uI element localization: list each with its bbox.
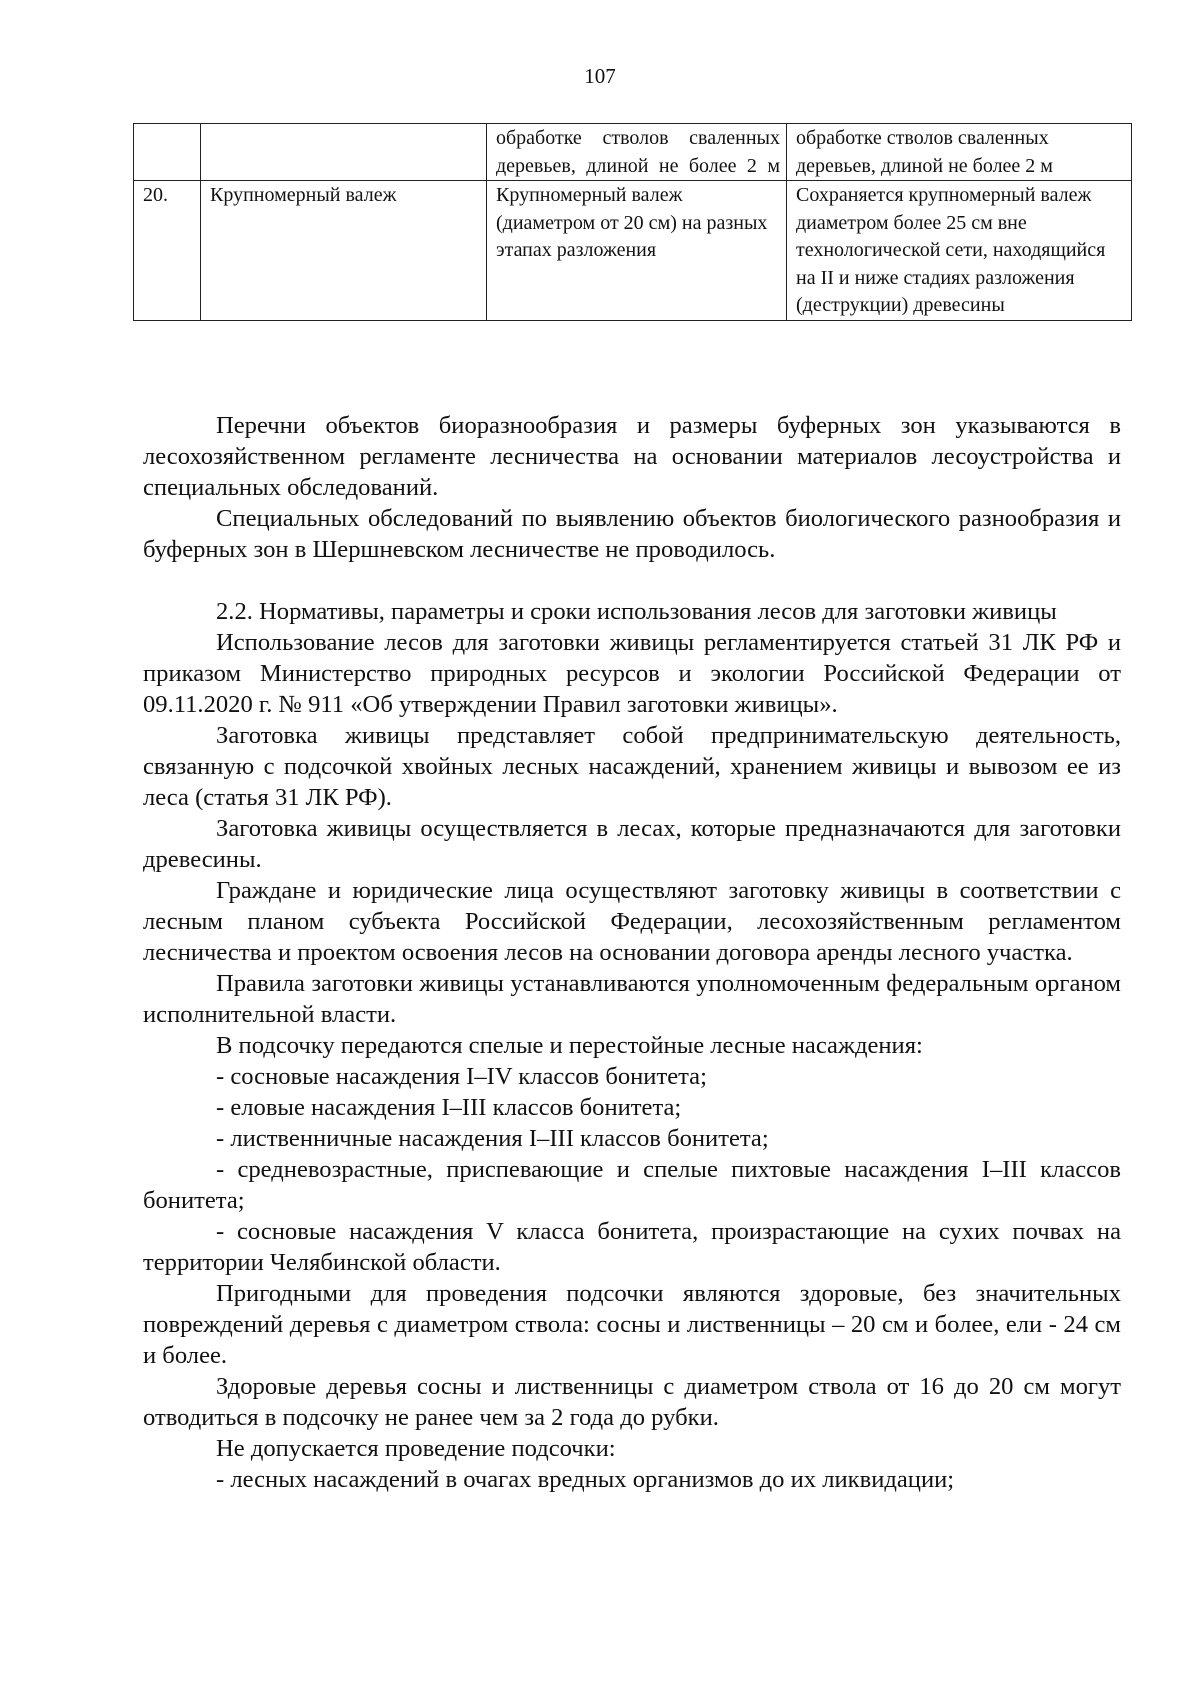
paragraph: Специальных обследований по выявлению объектов биологического разнообразия и буферных зон в Шершневском лесничестве не проводилось. <box>143 505 1121 563</box>
paragraph: Заготовка живицы представляет собой предпринимательскую деятельность, связанную с подсочкой хвойных лесных насаждений, хранением живицы и вывозом ее из леса (статья 31 ЛК РФ). <box>143 722 1121 811</box>
paragraph: В подсочку передаются спелые и перестойные лесные насаждения: <box>216 1032 923 1059</box>
section-heading: 2.2. Нормативы, параметры и сроки использования лесов для заготовки живицы <box>216 598 1057 625</box>
page-number: 107 <box>584 64 616 88</box>
list-item: - лиственничные насаждения I–III классов бонитета; <box>216 1125 769 1152</box>
paragraph: Граждане и юридические лица осуществляют заготовку живицы в соответствии с лесным планом субъекта Российской Федерации, лесохозяйственным регламентом лесничества и проектом освоения лесов на основании договора аренды лесного участка. <box>143 877 1121 966</box>
list-item: - средневозрастные, приспевающие и спелые пихтовые насаждения I–III классов бонитета; <box>143 1156 1121 1214</box>
table-row <box>134 181 1132 321</box>
paragraph: Пригодными для проведения подсочки являются здоровые, без значительных повреждений деревья с диаметром ствола: сосны и лиственницы – 20 см и более, ели - 24 см и более. <box>143 1280 1121 1369</box>
table-cell-name: Крупномерный валеж <box>201 181 487 321</box>
paragraph: Заготовка живицы осуществляется в лесах, которые предназначаются для заготовки древесины. <box>143 815 1121 873</box>
table-cell-number <box>134 124 201 181</box>
table-cell-measure: обработке стволов сваленных деревьев, длиной не более 2 м <box>787 124 1132 181</box>
table-cell-number: 20. <box>134 181 201 321</box>
biodiversity-table <box>133 123 1132 321</box>
list-item: - сосновые насаждения I–IV классов бонитета; <box>216 1063 707 1090</box>
table-cell-name <box>201 124 487 181</box>
paragraph: Перечни объектов биоразнообразия и размеры буферных зон указываются в лесохозяйственном регламенте лесничества на основании материалов лесоустройства и специальных обследований. <box>143 412 1121 501</box>
list-item: - сосновые насаждения V класса бонитета, произрастающие на сухих почвах на территории Челябинской области. <box>143 1218 1121 1276</box>
paragraph: Не допускается проведение подсочки: <box>216 1435 616 1462</box>
table-cell-measure: Сохраняется крупномерный валеж диаметром более 25 см вне технологической сети, находящийся на II и ниже стадиях разложения (деструкции) древесины <box>787 181 1132 321</box>
list-item: - лесных насаждений в очагах вредных организмов до их ликвидации; <box>216 1466 955 1493</box>
table-cell-object: Крупномерный валеж (диаметром от 20 см) на разных этапах разложения <box>487 181 787 321</box>
body-text <box>143 410 1121 1495</box>
paragraph: Правила заготовки живицы устанавливаются уполномоченным федеральным органом исполнительной власти. <box>143 970 1121 1028</box>
table-row <box>134 124 1132 181</box>
paragraph: Здоровые деревья сосны и лиственницы с диаметром ствола от 16 до 20 см могут отводиться в подсочку не ранее чем за 2 года до рубки. <box>143 1373 1121 1431</box>
table-cell-object: обработке стволов сваленных деревьев, длиной не более 2 м <box>487 124 787 181</box>
paragraph: Использование лесов для заготовки живицы регламентируется статьей 31 ЛК РФ и приказом Министерство природных ресурсов и экологии Российской Федерации от 09.11.2020 г. № 911 «Об утверждении Правил заготовки живицы». <box>143 629 1121 718</box>
list-item: - еловые насаждения I–III классов бонитета; <box>216 1094 682 1121</box>
